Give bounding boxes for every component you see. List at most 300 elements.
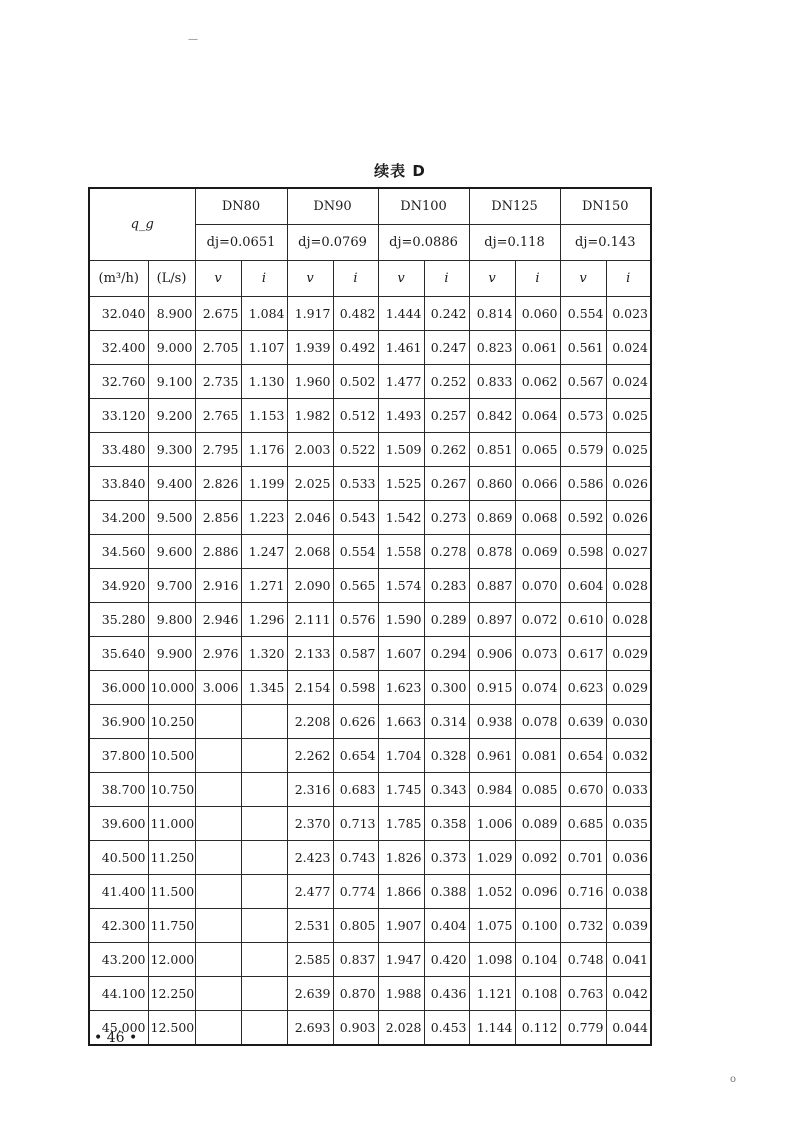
table-cell: 1.052: [469, 875, 515, 909]
table-cell: [241, 773, 287, 807]
dn-header: DN125: [469, 188, 560, 225]
table-cell: 3.006: [195, 671, 241, 705]
table-cell: 0.278: [424, 535, 469, 569]
table-cell: 0.436: [424, 977, 469, 1011]
table-cell: 0.748: [560, 943, 606, 977]
table-cell: 0.358: [424, 807, 469, 841]
table-cell: 0.870: [333, 977, 378, 1011]
table-cell: 1.826: [378, 841, 424, 875]
table-row: [89, 841, 651, 875]
table-cell: 32.040: [89, 297, 148, 331]
table-cell: 1.075: [469, 909, 515, 943]
table-cell: 11.250: [148, 841, 195, 875]
table-cell: 33.480: [89, 433, 148, 467]
table-cell: 35.280: [89, 603, 148, 637]
table-cell: 2.735: [195, 365, 241, 399]
table-cell: 45.000: [89, 1011, 148, 1046]
dn-header: DN90: [287, 188, 378, 225]
table-cell: 0.938: [469, 705, 515, 739]
table-cell: 0.887: [469, 569, 515, 603]
table-cell: 0.038: [606, 875, 651, 909]
table-cell: [241, 977, 287, 1011]
table-cell: [241, 875, 287, 909]
table-cell: 2.693: [287, 1011, 333, 1046]
table-cell: 1.663: [378, 705, 424, 739]
table-cell: 9.800: [148, 603, 195, 637]
table-cell: [195, 841, 241, 875]
table-cell: 1.223: [241, 501, 287, 535]
table-cell: 2.976: [195, 637, 241, 671]
table-cell: 0.112: [515, 1011, 560, 1046]
table-cell: 1.907: [378, 909, 424, 943]
table-cell: 0.064: [515, 399, 560, 433]
table-cell: [195, 773, 241, 807]
table-row: [89, 399, 651, 433]
table-cell: [195, 909, 241, 943]
table-cell: 0.089: [515, 807, 560, 841]
table-cell: 10.500: [148, 739, 195, 773]
table-cell: 0.108: [515, 977, 560, 1011]
table-cell: 0.252: [424, 365, 469, 399]
table-cell: 32.760: [89, 365, 148, 399]
table-cell: 9.500: [148, 501, 195, 535]
table-cell: 0.842: [469, 399, 515, 433]
table-cell: 0.104: [515, 943, 560, 977]
table-cell: 0.289: [424, 603, 469, 637]
table-cell: 11.750: [148, 909, 195, 943]
table-cell: 0.860: [469, 467, 515, 501]
table-cell: 0.060: [515, 297, 560, 331]
table-cell: 0.273: [424, 501, 469, 535]
table-cell: 0.242: [424, 297, 469, 331]
table-cell: 0.247: [424, 331, 469, 365]
table-cell: 0.267: [424, 467, 469, 501]
dn-header: DN80: [195, 188, 287, 225]
table-cell: 1.320: [241, 637, 287, 671]
table-cell: 1.345: [241, 671, 287, 705]
dj-header: dj=0.118: [469, 225, 560, 261]
table-cell: 1.866: [378, 875, 424, 909]
table-cell: 9.600: [148, 535, 195, 569]
table-cell: 0.763: [560, 977, 606, 1011]
table-cell: 2.028: [378, 1011, 424, 1046]
table-cell: 10.000: [148, 671, 195, 705]
table-cell: 0.512: [333, 399, 378, 433]
table-cell: 0.023: [606, 297, 651, 331]
table-cell: 0.685: [560, 807, 606, 841]
dj-header: dj=0.143: [560, 225, 651, 261]
unit-ls: (L/s): [148, 261, 195, 297]
table-cell: 1.558: [378, 535, 424, 569]
table-cell: 1.199: [241, 467, 287, 501]
table-cell: 2.046: [287, 501, 333, 535]
table-cell: 0.373: [424, 841, 469, 875]
table-row: [89, 1011, 651, 1046]
table-cell: 1.542: [378, 501, 424, 535]
table-cell: 2.765: [195, 399, 241, 433]
table-cell: 35.640: [89, 637, 148, 671]
table-cell: 2.262: [287, 739, 333, 773]
table-cell: 1.574: [378, 569, 424, 603]
table-cell: 0.906: [469, 637, 515, 671]
table-cell: 2.795: [195, 433, 241, 467]
table-cell: 1.144: [469, 1011, 515, 1046]
table-cell: 0.670: [560, 773, 606, 807]
table-row: [89, 943, 651, 977]
table-cell: 0.561: [560, 331, 606, 365]
table-cell: 0.522: [333, 433, 378, 467]
table-cell: 0.072: [515, 603, 560, 637]
flow-header-label: q_g: [130, 217, 154, 232]
table-cell: 33.120: [89, 399, 148, 433]
table-cell: 0.716: [560, 875, 606, 909]
table-cell: 1.785: [378, 807, 424, 841]
table-cell: 1.176: [241, 433, 287, 467]
table-cell: 0.085: [515, 773, 560, 807]
table-cell: 0.573: [560, 399, 606, 433]
v-header: v: [378, 261, 424, 297]
table-cell: 1.477: [378, 365, 424, 399]
header-row-dn: [89, 188, 651, 225]
table-cell: 2.370: [287, 807, 333, 841]
table-cell: 2.003: [287, 433, 333, 467]
table-cell: 0.100: [515, 909, 560, 943]
page-number: • 46 •: [94, 1030, 138, 1046]
table-cell: 0.915: [469, 671, 515, 705]
table-cell: 0.897: [469, 603, 515, 637]
table-cell: 0.579: [560, 433, 606, 467]
table-cell: 2.208: [287, 705, 333, 739]
i-header: i: [515, 261, 560, 297]
table-cell: 0.039: [606, 909, 651, 943]
table-cell: 0.779: [560, 1011, 606, 1046]
table-cell: 0.587: [333, 637, 378, 671]
table-cell: 0.257: [424, 399, 469, 433]
table-cell: [241, 943, 287, 977]
table-cell: 0.069: [515, 535, 560, 569]
table-cell: [241, 807, 287, 841]
table-cell: 0.062: [515, 365, 560, 399]
table-cell: 0.586: [560, 467, 606, 501]
table-cell: 0.732: [560, 909, 606, 943]
table-cell: 1.939: [287, 331, 333, 365]
table-cell: 0.851: [469, 433, 515, 467]
table-row: [89, 297, 651, 331]
v-header: v: [469, 261, 515, 297]
table-cell: [195, 807, 241, 841]
v-header: v: [195, 261, 241, 297]
dj-header: dj=0.0651: [195, 225, 287, 261]
table-cell: 0.044: [606, 1011, 651, 1046]
table-cell: 12.250: [148, 977, 195, 1011]
table-cell: 2.886: [195, 535, 241, 569]
table-row: [89, 365, 651, 399]
table-cell: 0.081: [515, 739, 560, 773]
page-title: 续表 D: [374, 162, 426, 180]
table-cell: 1.247: [241, 535, 287, 569]
table-cell: 34.920: [89, 569, 148, 603]
table-cell: 2.675: [195, 297, 241, 331]
dj-header: dj=0.0769: [287, 225, 378, 261]
table-cell: 0.029: [606, 637, 651, 671]
table-cell: 0.024: [606, 331, 651, 365]
table-cell: 0.092: [515, 841, 560, 875]
table-cell: 2.090: [287, 569, 333, 603]
table-cell: 0.743: [333, 841, 378, 875]
table-cell: 37.800: [89, 739, 148, 773]
scan-speck: —: [188, 34, 198, 45]
table-cell: 11.500: [148, 875, 195, 909]
table-cell: 36.900: [89, 705, 148, 739]
table-cell: 0.617: [560, 637, 606, 671]
table-cell: 1.607: [378, 637, 424, 671]
table-cell: 0.533: [333, 467, 378, 501]
table-cell: 0.502: [333, 365, 378, 399]
table-cell: 0.065: [515, 433, 560, 467]
table-cell: 1.704: [378, 739, 424, 773]
table-cell: 9.000: [148, 331, 195, 365]
header-row-units: [89, 261, 651, 297]
table-cell: 0.805: [333, 909, 378, 943]
table-cell: 1.947: [378, 943, 424, 977]
table-cell: 2.531: [287, 909, 333, 943]
table-row: [89, 909, 651, 943]
table-cell: 0.683: [333, 773, 378, 807]
table-cell: 0.576: [333, 603, 378, 637]
table-cell: 1.509: [378, 433, 424, 467]
v-header: v: [560, 261, 606, 297]
table-cell: 1.982: [287, 399, 333, 433]
table-cell: 0.073: [515, 637, 560, 671]
table-cell: 34.200: [89, 501, 148, 535]
table-row: [89, 603, 651, 637]
table-row: [89, 705, 651, 739]
table-cell: 0.283: [424, 569, 469, 603]
table-cell: 2.316: [287, 773, 333, 807]
table-cell: 0.623: [560, 671, 606, 705]
table-row: [89, 807, 651, 841]
table-cell: 9.700: [148, 569, 195, 603]
table-cell: 2.826: [195, 467, 241, 501]
table-cell: [241, 1011, 287, 1046]
table-cell: 0.823: [469, 331, 515, 365]
table-cell: [195, 739, 241, 773]
table-cell: 1.988: [378, 977, 424, 1011]
table-cell: 1.461: [378, 331, 424, 365]
table-cell: 2.111: [287, 603, 333, 637]
table-cell: [195, 705, 241, 739]
table-cell: [195, 977, 241, 1011]
table-cell: 0.554: [333, 535, 378, 569]
table-cell: 1.271: [241, 569, 287, 603]
table-cell: 42.300: [89, 909, 148, 943]
table-row: [89, 739, 651, 773]
table-cell: 0.984: [469, 773, 515, 807]
table-cell: 0.029: [606, 671, 651, 705]
table-cell: 1.745: [378, 773, 424, 807]
table-cell: 0.262: [424, 433, 469, 467]
table-cell: 39.600: [89, 807, 148, 841]
table-cell: 1.590: [378, 603, 424, 637]
table-cell: 0.420: [424, 943, 469, 977]
table-cell: 0.035: [606, 807, 651, 841]
table-cell: 0.492: [333, 331, 378, 365]
table-cell: 41.400: [89, 875, 148, 909]
table-cell: 1.623: [378, 671, 424, 705]
table-cell: 40.500: [89, 841, 148, 875]
table-cell: 0.024: [606, 365, 651, 399]
table-cell: 0.300: [424, 671, 469, 705]
table-cell: [195, 1011, 241, 1046]
table-cell: 0.028: [606, 603, 651, 637]
table-cell: 1.121: [469, 977, 515, 1011]
table-cell: 1.130: [241, 365, 287, 399]
table-cell: 34.560: [89, 535, 148, 569]
scan-speck: o: [730, 1074, 737, 1085]
table-cell: 0.096: [515, 875, 560, 909]
table-cell: 43.200: [89, 943, 148, 977]
dn-header: DN150: [560, 188, 651, 225]
table-cell: 0.639: [560, 705, 606, 739]
table-cell: 2.639: [287, 977, 333, 1011]
table-cell: 0.388: [424, 875, 469, 909]
table-cell: 0.774: [333, 875, 378, 909]
table-cell: 0.030: [606, 705, 651, 739]
table-row: [89, 637, 651, 671]
table-cell: [241, 841, 287, 875]
table-cell: 0.025: [606, 433, 651, 467]
table-cell: 1.029: [469, 841, 515, 875]
table-cell: 0.961: [469, 739, 515, 773]
table-cell: 0.592: [560, 501, 606, 535]
table-cell: 2.423: [287, 841, 333, 875]
table-cell: 2.025: [287, 467, 333, 501]
table-cell: 1.296: [241, 603, 287, 637]
table-cell: 2.154: [287, 671, 333, 705]
dn-header: DN100: [378, 188, 469, 225]
table-cell: 2.477: [287, 875, 333, 909]
table-cell: 0.903: [333, 1011, 378, 1046]
table-cell: 10.250: [148, 705, 195, 739]
table-body: [89, 297, 651, 1046]
table-cell: 1.107: [241, 331, 287, 365]
table-cell: 11.000: [148, 807, 195, 841]
table-cell: 12.000: [148, 943, 195, 977]
table-cell: 0.598: [333, 671, 378, 705]
table-cell: 0.837: [333, 943, 378, 977]
table-cell: 2.133: [287, 637, 333, 671]
table-row: [89, 671, 651, 705]
table-cell: 0.713: [333, 807, 378, 841]
table-cell: 0.066: [515, 467, 560, 501]
table-cell: 0.610: [560, 603, 606, 637]
table-cell: 0.061: [515, 331, 560, 365]
i-header: i: [606, 261, 651, 297]
table-cell: 1.153: [241, 399, 287, 433]
table-cell: 2.068: [287, 535, 333, 569]
table-cell: 0.598: [560, 535, 606, 569]
table-cell: 0.404: [424, 909, 469, 943]
i-header: i: [424, 261, 469, 297]
table-cell: 0.328: [424, 739, 469, 773]
dj-header: dj=0.0886: [378, 225, 469, 261]
table-cell: 1.084: [241, 297, 287, 331]
table-cell: 0.036: [606, 841, 651, 875]
table-cell: 9.900: [148, 637, 195, 671]
v-header: v: [287, 261, 333, 297]
table-cell: 0.626: [333, 705, 378, 739]
table-cell: 33.840: [89, 467, 148, 501]
table-cell: 8.900: [148, 297, 195, 331]
table-cell: 1.917: [287, 297, 333, 331]
table-cell: [241, 909, 287, 943]
table-cell: 0.026: [606, 501, 651, 535]
table-cell: 44.100: [89, 977, 148, 1011]
table-cell: 0.833: [469, 365, 515, 399]
table-cell: 32.400: [89, 331, 148, 365]
table-cell: 36.000: [89, 671, 148, 705]
table-cell: 0.032: [606, 739, 651, 773]
table-cell: 0.604: [560, 569, 606, 603]
table-cell: 0.074: [515, 671, 560, 705]
table-cell: 9.200: [148, 399, 195, 433]
table-cell: 0.027: [606, 535, 651, 569]
table-cell: [241, 705, 287, 739]
table-cell: 0.878: [469, 535, 515, 569]
table-cell: 0.294: [424, 637, 469, 671]
table-cell: 0.814: [469, 297, 515, 331]
i-header: i: [333, 261, 378, 297]
table-cell: 0.654: [333, 739, 378, 773]
table-cell: 0.068: [515, 501, 560, 535]
table-cell: 0.314: [424, 705, 469, 739]
table-header: [89, 188, 651, 297]
table-cell: 2.705: [195, 331, 241, 365]
table-row: [89, 977, 651, 1011]
table-cell: 0.343: [424, 773, 469, 807]
table-cell: 38.700: [89, 773, 148, 807]
table-row: [89, 433, 651, 467]
table-cell: 9.400: [148, 467, 195, 501]
table-cell: 0.070: [515, 569, 560, 603]
table-cell: 1.525: [378, 467, 424, 501]
table-cell: 0.654: [560, 739, 606, 773]
table-cell: 0.025: [606, 399, 651, 433]
table-cell: 0.482: [333, 297, 378, 331]
unit-m3h: (m³/h): [89, 261, 148, 297]
table-cell: 0.042: [606, 977, 651, 1011]
table-cell: 0.033: [606, 773, 651, 807]
table-cell: 1.493: [378, 399, 424, 433]
hydraulic-table: [88, 187, 652, 1046]
table-row: [89, 569, 651, 603]
table-row: [89, 773, 651, 807]
table-cell: 1.006: [469, 807, 515, 841]
table-cell: 1.098: [469, 943, 515, 977]
table-cell: 2.585: [287, 943, 333, 977]
table-cell: 1.960: [287, 365, 333, 399]
table-cell: [195, 943, 241, 977]
table-cell: 0.869: [469, 501, 515, 535]
flow-header-cell: [89, 188, 195, 261]
table-cell: [241, 739, 287, 773]
table-cell: 9.100: [148, 365, 195, 399]
table-cell: 0.701: [560, 841, 606, 875]
table-row: [89, 331, 651, 365]
table-cell: 0.543: [333, 501, 378, 535]
table-cell: 0.026: [606, 467, 651, 501]
table-cell: 0.078: [515, 705, 560, 739]
